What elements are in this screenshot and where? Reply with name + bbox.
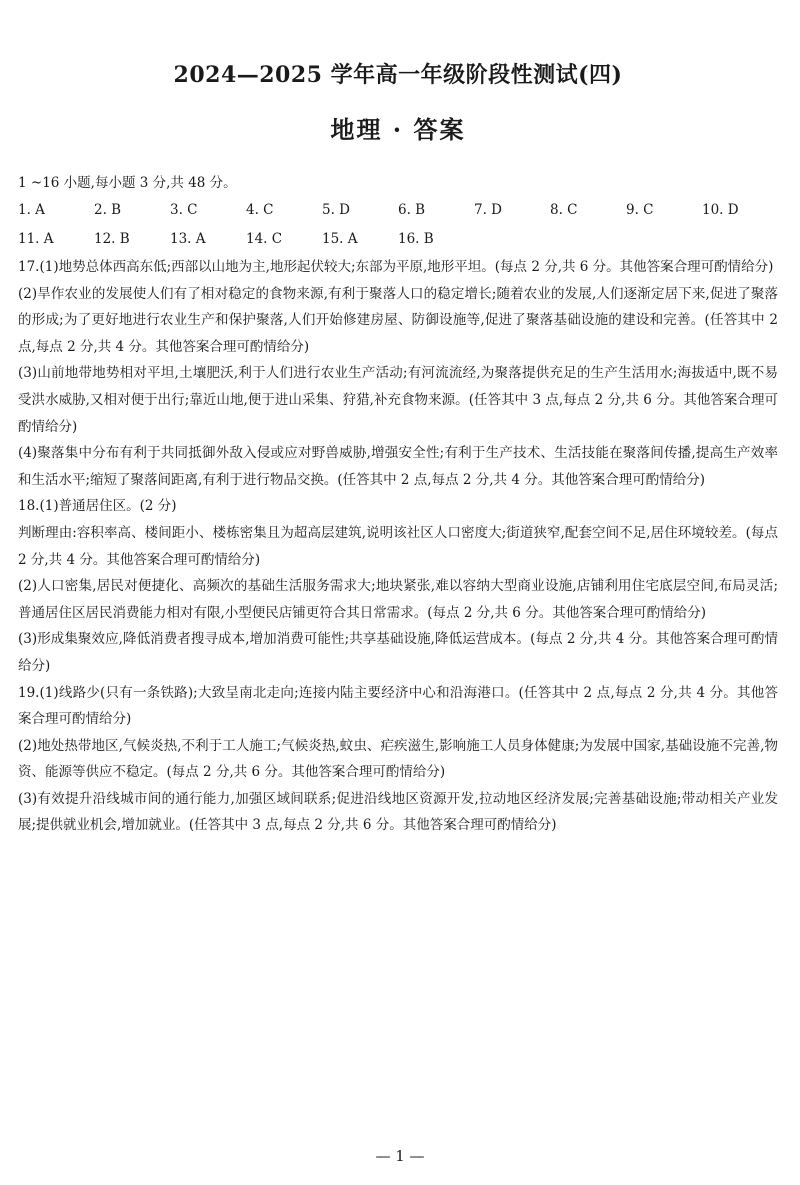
mc-answer: 10. D xyxy=(702,202,739,218)
answer-text: (3)形成集聚效应,降低消费者搜寻成本,增加消费可能性;共享基础设施,降低运营成本。(每点 2 分,共 4 分。其他答案合理可酌情给分) xyxy=(18,631,778,674)
answer-paragraph xyxy=(18,733,778,786)
answer-text: (2)人口密集,居民对便捷化、高频次的基础生活服务需求大;地块紧张,难以容纳大型商业设施,店铺利用住宅底层空间,布局灵活;普通居住区居民消费能力相对有限,小型便民店铺更符合其日常需求。(每点 2 分,共 6 分。其他答案合理可酌情给分) xyxy=(18,578,778,621)
answer-paragraph xyxy=(18,680,778,733)
question-number: 19. xyxy=(18,684,40,701)
answer-text: (4)聚落集中分布有利于共同抵御外敌入侵或应对野兽威胁,增强安全性;有利于生产技术、生活技能在聚落间传播,提高生产效率和生活水平;缩短了聚落间距离,有利于进行物品交换。(任答其中 2 点,每点 2 分,共 4 分。其他答案合理可酌情给分) xyxy=(18,445,778,488)
answer-paragraph xyxy=(18,786,778,839)
answer-paragraph xyxy=(18,360,778,440)
mc-answer: 8. C xyxy=(550,202,578,218)
answer-paragraph xyxy=(18,626,778,679)
answer-paragraph xyxy=(18,281,778,361)
mc-answer: 1. A xyxy=(18,202,45,218)
answer-text: (2)地处热带地区,气候炎热,不利于工人施工;气候炎热,蚊虫、疟疾滋生,影响施工人员身体健康;为发展中国家,基础设施不完善,物资、能源等供应不稳定。(每点 2 分,共 6 分。其他答案合理可酌情给分) xyxy=(18,737,778,781)
mc-answer: 3. C xyxy=(170,202,198,218)
answer-paragraph xyxy=(18,520,778,573)
answer-text: 判断理由:容积率高、楼间距小、楼栋密集且为超高层建筑,说明该社区人口密度大;街道狭窄,配套空间不足,居住环境较差。(每点 2 分,共 4 分。其他答案合理可酌情给分) xyxy=(18,524,778,568)
multiple-choice-row xyxy=(18,225,778,254)
answer-text: (1)地势总体西高东低;西部以山地为主,地形起伏较大;东部为平原,地形平坦。(每点 2 分,共 6 分。其他答案合理可酌情给分) xyxy=(39,259,774,275)
page-title: 2024—2025 学年高一年级阶段性测试(四) xyxy=(173,62,623,88)
mc-answer: 15. A xyxy=(322,231,358,247)
question-number: 17. xyxy=(18,259,40,275)
mc-answer: 13. A xyxy=(170,231,206,247)
question-17 xyxy=(18,254,778,493)
mc-answer: 2. B xyxy=(94,202,122,218)
mc-answer: 14. C xyxy=(246,231,283,247)
answer-text: (1)普通居住区。(2 分) xyxy=(39,498,177,515)
answer-text: (3)山前地带地势相对平坦,土壤肥沃,利于人们进行农业生产活动;有河流流经,为聚落提供充足的生产生活用水;海拔适中,既不易受洪水威胁,又相对便于出行;靠近山地,便于进山采集、狩猎,补充食物来源。(任答其中 3 点,每点 2 分,共 6 分。其他答案合理可酌情给分) xyxy=(18,365,778,435)
mc-answer: 12. B xyxy=(94,231,130,247)
multiple-choice-row xyxy=(18,196,778,225)
answer-text: (3)有效提升沿线城市间的通行能力,加强区域间联系;促进沿线地区资源开发,拉动地区经济发展;完善基础设施;带动相关产业发展;提供就业机会,增加就业。(任答其中 3 点,每点 2 分,共 6 分。其他答案合理可酌情给分) xyxy=(18,790,778,834)
question-19 xyxy=(18,680,778,840)
mc-answer: 6. B xyxy=(398,202,426,218)
answer-text: (1)线路少(只有一条铁路);大致呈南北走向;连接内陆主要经济中心和沿海港口。(任答其中 2 点,每点 2 分,共 4 分。其他答案合理可酌情给分) xyxy=(18,684,778,728)
mc-answer: 5. D xyxy=(322,202,350,218)
multiple-choice-section xyxy=(18,170,778,254)
mc-answer: 11. A xyxy=(18,231,54,247)
mc-answer: 4. C xyxy=(246,202,274,218)
answer-paragraph xyxy=(18,254,778,281)
page-number: — 1 — xyxy=(375,1147,425,1165)
multiple-choice-intro: 1 ~16 小题,每小题 3 分,共 48 分。 xyxy=(18,175,237,191)
mc-answer: 16. B xyxy=(398,231,434,247)
answer-text: (2)旱作农业的发展使人们有了相对稳定的食物来源,有利于聚落人口的稳定增长;随着农业的发展,人们逐渐定居下来,促进了聚落的形成;为了更好地进行农业生产和保护聚落,人们开始修建房屋、防御设施等,促进了聚落基础设施的建设和完善。(任答其中 2 点,每点 2 分,共 4 分。其他答案合理可酌情给分) xyxy=(18,285,778,355)
question-18 xyxy=(18,493,778,679)
mc-answer: 9. C xyxy=(626,202,654,218)
answer-paragraph xyxy=(18,573,778,626)
answer-paragraph xyxy=(18,440,778,493)
question-number: 18. xyxy=(18,498,40,515)
mc-answer: 7. D xyxy=(474,202,502,218)
page-subtitle: 地理 · 答案 xyxy=(330,115,466,144)
answer-paragraph xyxy=(18,493,778,520)
